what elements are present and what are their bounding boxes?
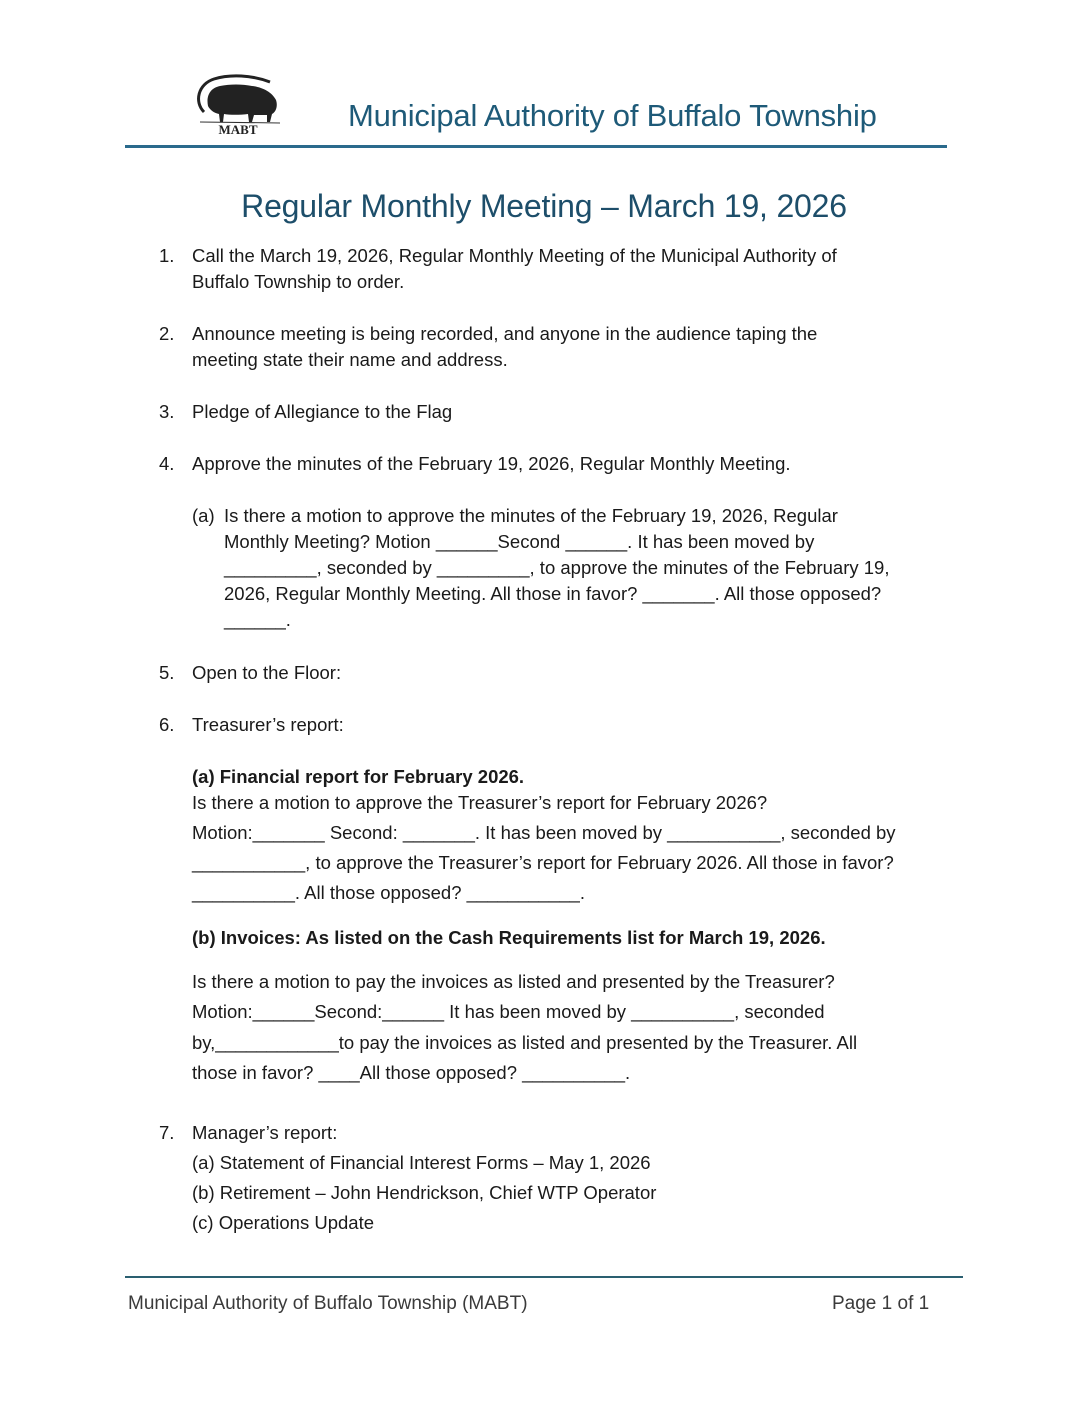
footer-org-name: Municipal Authority of Buffalo Township (MABT): [128, 1293, 528, 1314]
page-title: Regular Monthly Meeting – March 19, 2026: [241, 188, 847, 224]
subitem-text: those in favor? ____All those opposed? __________.: [192, 1062, 631, 1083]
item-number: 3.: [159, 401, 175, 422]
mabt-logo: [190, 72, 286, 136]
page-number: Page 1 of 1: [832, 1293, 930, 1314]
manager-report-item: (a) Statement of Financial Interest Forms – May 1, 2026: [192, 1152, 651, 1173]
item-number: 5.: [159, 662, 175, 683]
item-text: Buffalo Township to order.: [192, 271, 405, 292]
header-divider: [125, 145, 947, 148]
item-text: Announce meeting is being recorded, and anyone in the audience taping the: [192, 323, 818, 344]
item-number: 4.: [159, 453, 175, 474]
item-number: 2.: [159, 323, 175, 344]
footer-divider: [125, 1276, 963, 1278]
subitem-text: ______.: [224, 609, 291, 630]
bison-icon: [190, 72, 286, 136]
svg-text:MABT: MABT: [218, 122, 258, 136]
item-text: meeting state their name and address.: [192, 349, 508, 370]
subitem-text: Motion:______Second:______ It has been moved by __________, seconded: [192, 1001, 825, 1022]
subitem-text: by,____________to pay the invoices as listed and presented by the Treasurer. All: [192, 1032, 858, 1053]
item-text: Approve the minutes of the February 19, 2026, Regular Monthly Meeting.: [192, 453, 791, 474]
subitem-text: 2026, Regular Monthly Meeting. All those in favor? _______. All those opposed?: [224, 583, 882, 604]
subitem-text: Is there a motion to pay the invoices as listed and presented by the Treasurer?: [192, 971, 835, 992]
item-number: 7.: [159, 1122, 175, 1143]
item-text: Treasurer’s report:: [192, 714, 344, 735]
subitem-label: (a): [192, 505, 215, 526]
subitem-text: Monthly Meeting? Motion ______Second ______. It has been moved by: [224, 531, 815, 552]
subitem-text: ___________, to approve the Treasurer’s report for February 2026. All those in favor?: [192, 852, 894, 873]
item-text: Manager’s report:: [192, 1122, 338, 1143]
subitem-heading: (b) Invoices: As listed on the Cash Requirements list for March 19, 2026.: [192, 927, 826, 948]
item-text: Pledge of Allegiance to the Flag: [192, 401, 453, 422]
organization-name: Municipal Authority of Buffalo Township: [348, 98, 877, 133]
subitem-text: _________, seconded by _________, to approve the minutes of the February 19,: [224, 557, 890, 578]
item-number: 1.: [159, 245, 175, 266]
item-text: Call the March 19, 2026, Regular Monthly Meeting of the Municipal Authority of: [192, 245, 837, 266]
manager-report-item: (c) Operations Update: [192, 1212, 375, 1233]
item-text: Open to the Floor:: [192, 662, 342, 683]
subitem-text: Is there a motion to approve the minutes of the February 19, 2026, Regular: [224, 505, 838, 526]
subitem-text: __________. All those opposed? ___________.: [192, 882, 585, 903]
subitem-heading: (a) Financial report for February 2026.: [192, 766, 525, 787]
manager-report-item: (b) Retirement – John Hendrickson, Chief WTP Operator: [192, 1182, 657, 1203]
subitem-text: Motion:_______ Second: _______. It has been moved by ___________, seconded by: [192, 822, 896, 843]
item-number: 6.: [159, 714, 175, 735]
subitem-text: Is there a motion to approve the Treasurer’s report for February 2026?: [192, 792, 768, 813]
